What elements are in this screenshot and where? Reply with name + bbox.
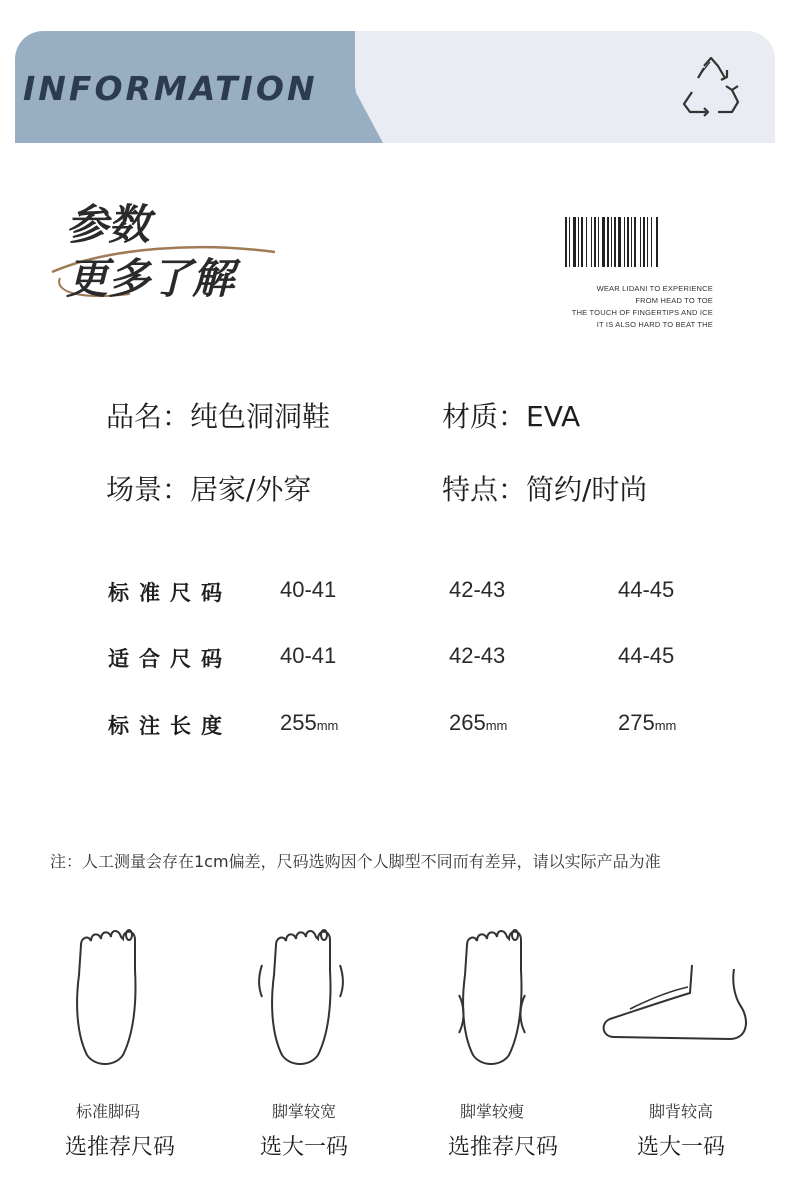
standard-foot-icon <box>57 915 157 1075</box>
section-title: 参数 <box>66 200 151 249</box>
spec-product-name: 品名：纯色洞洞鞋 <box>106 400 331 433</box>
barcode-image <box>565 217 713 267</box>
barcode-line: WEAR LIDANI TO EXPERIENCE <box>596 284 713 293</box>
foot-type-label: 标准脚码 <box>75 1102 140 1121</box>
spec-material: 材质：EVA <box>442 400 581 433</box>
narrow-foot-icon <box>443 915 543 1075</box>
banner-title-panel <box>15 31 355 143</box>
high-instep-foot-icon <box>600 915 750 1075</box>
spec-scene: 场景：居家/外穿 <box>106 473 312 506</box>
header-banner <box>15 31 775 143</box>
size-cell: 44-45 <box>618 643 675 668</box>
foot-type-label: 脚掌较宽 <box>271 1102 336 1121</box>
section-subtitle: 更多了解 <box>66 254 235 303</box>
length-cell <box>449 710 507 736</box>
barcode-line: FROM HEAD TO TOE <box>635 296 713 305</box>
foot-advice-label: 选推荐尺码 <box>64 1135 175 1160</box>
barcode-line: IT IS ALSO HARD TO BEAT THE <box>596 320 713 329</box>
size-cell: 42-43 <box>449 577 506 602</box>
spec-feature: 特点：简约/时尚 <box>442 473 648 506</box>
size-cell: 44-45 <box>618 577 675 602</box>
row-label-standard-size: 标准尺码 <box>108 581 232 605</box>
foot-advice-label: 选大一码 <box>636 1135 725 1160</box>
size-cell: 40-41 <box>280 643 337 668</box>
length-value: 265 <box>449 710 486 735</box>
barcode-line: THE TOUCH OF FINGERTIPS AND ICE <box>571 308 713 317</box>
row-label-fit-size: 适合尺码 <box>108 647 232 671</box>
length-value: 275 <box>618 710 655 735</box>
length-unit: mm <box>485 718 508 733</box>
wide-foot-icon <box>252 915 352 1075</box>
recycle-icon <box>680 56 742 118</box>
foot-type-label: 脚掌较瘦 <box>459 1102 524 1121</box>
banner-title: INFORMATION <box>23 69 318 108</box>
length-unit: mm <box>316 718 339 733</box>
barcode-caption <box>540 283 713 331</box>
size-cell: 40-41 <box>280 577 337 602</box>
foot-type-label: 脚背较高 <box>648 1102 713 1121</box>
length-cell <box>280 710 338 736</box>
length-unit: mm <box>654 718 677 733</box>
row-label-length: 标注长度 <box>108 714 232 738</box>
measurement-note: 注：人工测量会存在1cm偏差，尺码选购因个人脚型不同而有差异，请以实际产品为准 <box>50 852 661 871</box>
foot-advice-label: 选推荐尺码 <box>447 1135 558 1160</box>
length-value: 255 <box>280 710 317 735</box>
length-cell <box>618 710 676 736</box>
size-cell: 42-43 <box>449 643 506 668</box>
foot-advice-label: 选大一码 <box>259 1135 348 1160</box>
